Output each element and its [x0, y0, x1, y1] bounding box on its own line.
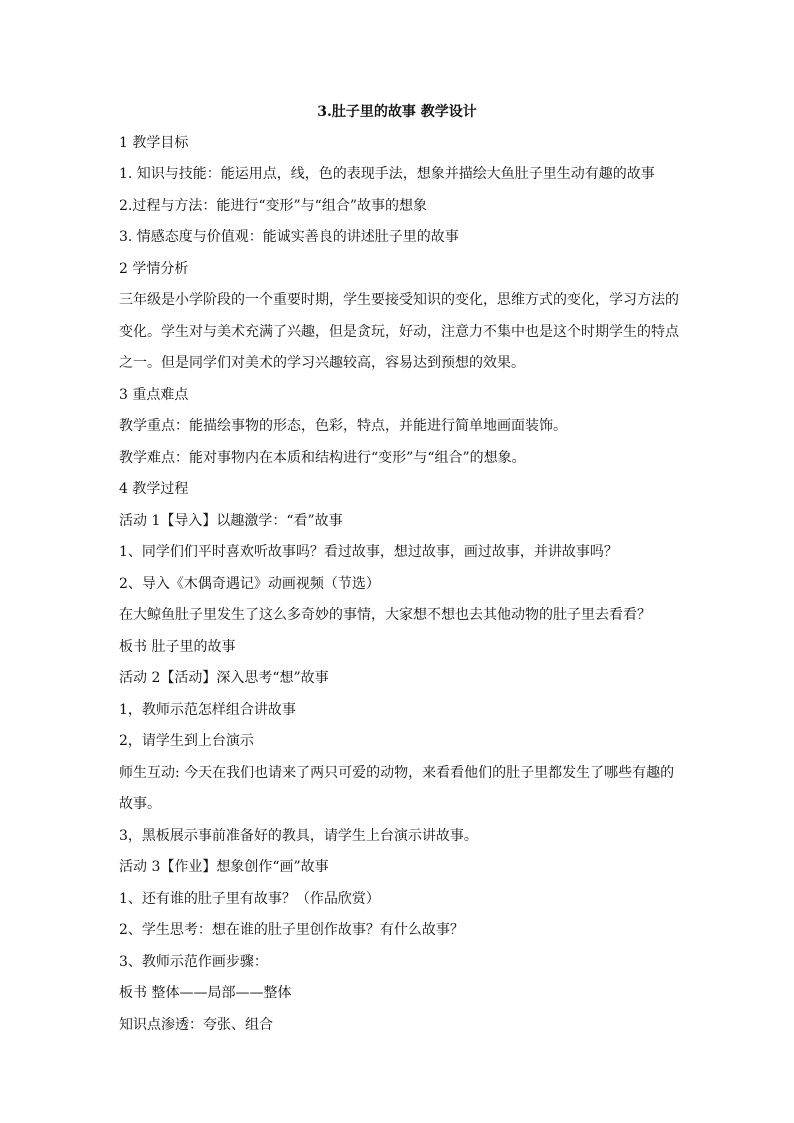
document-title: 3.肚子里的故事 教学设计	[317, 104, 477, 120]
paragraph-line: 2，请学生到上台演示	[119, 733, 254, 749]
paragraph-line: 教学难点：能对事物内在本质和结构进行“变形”与“组合”的想象。	[119, 450, 526, 466]
paragraph-line: 板书 整体——局部——整体	[119, 985, 292, 1001]
paragraph-line: 2、导入《木偶奇遇记》动画视频（节选）	[119, 576, 380, 592]
activity-heading-1: 活动 1【导入】以趣激学：“看”故事	[119, 513, 343, 529]
activity-heading-2: 活动 2【活动】深入思考“想”故事	[119, 670, 329, 686]
section-heading-analysis: 2 学情分析	[119, 261, 189, 277]
paragraph-line: 师生互动: 今天在我们也请来了两只可爱的动物，来看看他们的肚子里都发生了哪些有趣的	[119, 765, 675, 781]
paragraph-line: 板书 肚子里的故事	[119, 639, 236, 655]
paragraph-line: 1，教师示范怎样组合讲故事	[119, 702, 296, 718]
paragraph-line: 2、学生思考：想在谁的肚子里创作故事？有什么故事？	[119, 922, 464, 938]
paragraph-line: 故事。	[119, 796, 161, 812]
paragraph-line: 在大鲸鱼肚子里发生了这么多奇妙的事情，大家想不想也去其他动物的肚子里去看看？	[119, 607, 651, 623]
paragraph-line: 1、同学们们平时喜欢听故事吗？看过故事，想过故事，画过故事，并讲故事吗？	[119, 544, 618, 560]
paragraph-line: 教学重点：能描绘事物的形态，色彩，特点，并能进行简单地画面装饰。	[119, 418, 567, 434]
paragraph-line: 2.过程与方法：能进行“变形”与“组合”故事的想象	[119, 198, 427, 214]
paragraph-line: 3. 情感态度与价值观：能诚实善良的讲述肚子里的故事	[119, 229, 459, 245]
paragraph-line: 3、教师示范作画步骤：	[119, 954, 268, 970]
paragraph-line: 3，黑板展示事前准备好的教具，请学生上台演示讲故事。	[119, 828, 478, 844]
section-heading-objectives: 1 教学目标	[119, 135, 189, 151]
paragraph-line: 1. 知识与技能：能运用点，线，色的表现手法，想象并描绘大鱼肚子里生动有趣的故事	[119, 166, 655, 182]
section-heading-process: 4 教学过程	[119, 481, 189, 497]
section-heading-key-points: 3 重点难点	[119, 387, 189, 403]
paragraph-line: 三年级是小学阶段的一个重要时期，学生要接受知识的变化，思维方式的变化，学习方法的	[119, 292, 679, 308]
paragraph-line: 1、还有谁的肚子里有故事？（作品欣赏）	[119, 891, 380, 907]
paragraph-line: 知识点渗透：夸张、组合	[119, 1017, 273, 1033]
paragraph-line: 之一。但是同学们对美术的学习兴趣较高，容易达到预想的效果。	[119, 355, 525, 371]
paragraph-line: 变化。学生对与美术充满了兴趣，但是贪玩，好动，注意力不集中也是这个时期学生的特点	[119, 324, 679, 340]
activity-heading-3: 活动 3【作业】想象创作“画”故事	[119, 859, 329, 875]
